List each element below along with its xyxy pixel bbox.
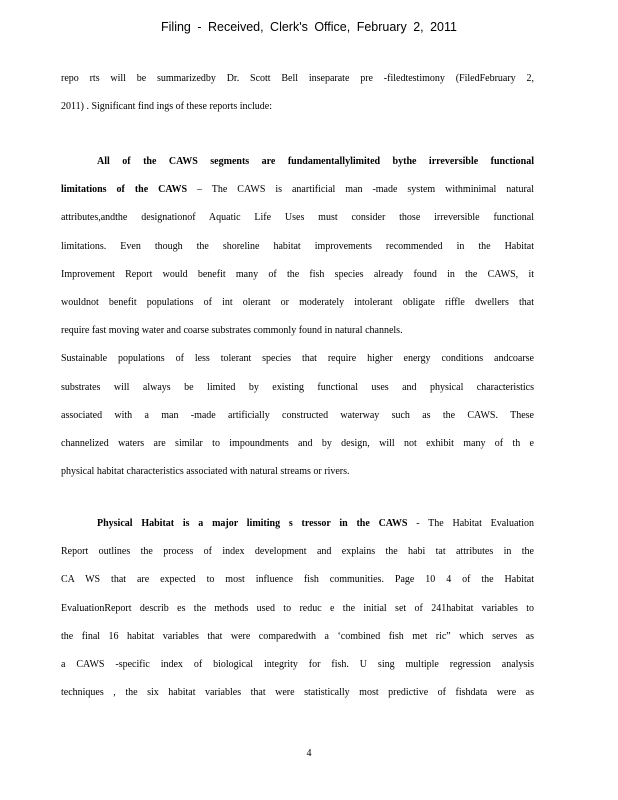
paragraph-line: channelized waters are similar to impoundments and by design, will not exhibit many of th e [61, 438, 534, 450]
physical-habitat-paragraph [61, 510, 534, 707]
paragraph-line [61, 176, 534, 204]
paragraph-line: techniques , the six habitat variables that were statistically most predictive of fishdata were as [61, 687, 534, 699]
page-number: 4 [306, 748, 312, 759]
paragraph-line: EvaluationReport describ es the methods used to reduc e the initial set of 241habitat variables to [61, 602, 534, 614]
paragraph-line: repo rts will be summarizedby Dr. Scott Bell inseparate pre -filedtestimony (FiledFebruary 2, [61, 73, 534, 84]
paragraph-line: require fast moving water and coarse substrates commonly found in natural channels. [61, 325, 403, 337]
paragraph-line: limitations. Even though the shoreline habitat improvements recommended in the Habitat [61, 240, 534, 252]
paragraph-line: CA WS that are expected to most influence fish communities. Page 10 4 of the Habitat [61, 574, 534, 586]
paragraph-line: a CAWS -specific index of biological integrity for fish. U sing multiple regression analysis [61, 659, 534, 671]
paragraph-line: Improvement Report would benefit many of the fish species already found in the CAWS, it [61, 268, 534, 280]
intro-paragraph [61, 65, 534, 121]
paragraph-line: substrates will always be limited by existing functional uses and physical characteristics [61, 381, 534, 393]
paragraph-line: associated with a man -made artificially constructed waterway such as the CAWS. These [61, 409, 534, 421]
paragraph-heading: All of the CAWS segments are fundamentallylimited bythe irreversible functional [97, 156, 534, 167]
paragraph-line: Report outlines the process of index development and explains the habi tat attributes in the [61, 546, 534, 558]
filing-header: Filing - Received, Clerk's Office, February 2, 2011 [161, 20, 457, 34]
paragraph-line: attributes,andthe designationof Aquatic Life Uses must consider those irreversible functional [61, 212, 534, 224]
paragraph-line: 2011) . Significant find ings of these reports include: [61, 101, 272, 113]
paragraph-heading: limitations of the CAWS [61, 184, 188, 196]
caws-limitations-paragraph [61, 148, 534, 486]
paragraph-text: - The Habitat Evaluation [407, 518, 534, 529]
paragraph-heading: Physical Habitat is a major limiting s tressor in the CAWS [97, 518, 408, 529]
paragraph-line: the final 16 habitat variables that were comparedwith a ‘combined fish met ric” which serves as [61, 630, 534, 642]
paragraph-line: wouldnot benefit populations of int olerant or moderately intolerant obligate riffle dwellers that [61, 297, 534, 309]
paragraph-line: physical habitat characteristics associated with natural streams or rivers. [61, 466, 350, 478]
paragraph-line: Sustainable populations of less tolerant species that require higher energy conditions andcoarse [61, 353, 534, 365]
paragraph-text: – The CAWS is anartificial man -made system withminimal natural [187, 184, 534, 196]
paragraph-line [61, 510, 534, 538]
